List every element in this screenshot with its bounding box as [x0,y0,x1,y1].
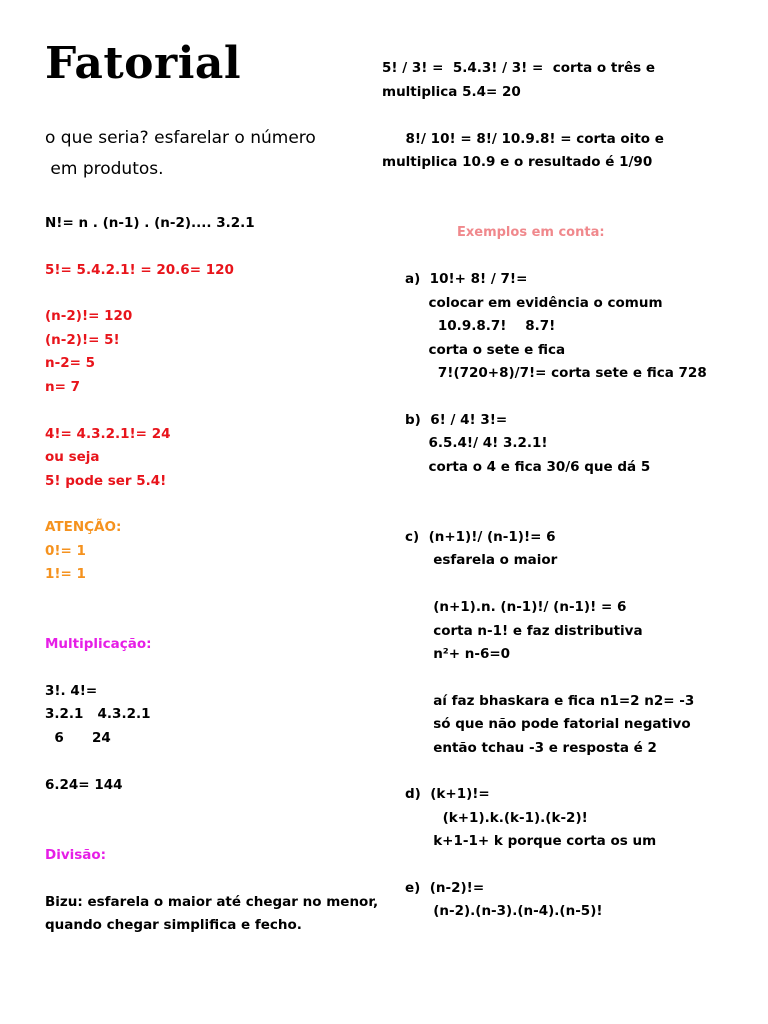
solve-line: (n-2)!= 5! [45,332,120,348]
page-title: Fatorial [45,38,242,89]
example-c-line: corta n-1! e faz distributiva [405,623,643,639]
division-line: quando chegar simplifica e fecho. [45,917,302,933]
solve-line: n= 7 [45,379,81,395]
right-top-line: multiplica 10.9 e o resultado é 1/90 [382,154,653,170]
factorial-formula: N!= n . (n-1) . (n-2).... 3.2.1 [45,215,255,231]
example-a-line: 7!(720+8)/7!= corta sete e fica 728 [405,365,707,381]
example-c-line: só que não pode fatorial negativo [405,716,691,732]
example-four-factorial: ou seja [45,449,100,465]
multiplication-heading: Multiplicação: [45,636,152,652]
attention-line: 0!= 1 [45,543,86,559]
example-d-line: k+1-1+ k porque corta os um [405,833,657,849]
intro-line-2: em produtos. [45,159,164,179]
solve-line: (n-2)!= 120 [45,308,133,324]
attention-heading: ATENÇÃO: [45,519,122,535]
example-a-line: corta o sete e fica [405,342,566,358]
multiplication-line: 6 24 [45,730,111,746]
example-e-line: (n-2).(n-3).(n-4).(n-5)! [405,903,603,919]
example-c-line: esfarela o maior [405,552,558,568]
example-b-line: corta o 4 e fica 30/6 que dá 5 [405,459,651,475]
example-c-line: aí faz bhaskara e fica n1=2 n2= -3 [405,693,695,709]
example-d-line: (k+1).k.(k-1).(k-2)! [405,810,588,826]
multiplication-result: 6.24= 144 [45,777,123,793]
right-top-line: 5! / 3! = 5.4.3! / 3! = corta o três e [382,60,656,76]
example-a-line: colocar em evidência o comum [405,295,663,311]
attention-line: 1!= 1 [45,566,86,582]
example-five-factorial: 5!= 5.4.2.1! = 20.6= 120 [45,262,234,278]
right-top-line: 8!/ 10! = 8!/ 10.9.8! = corta oito e [382,131,664,147]
intro-line-1: o que seria? esfarelar o número [45,128,316,148]
solve-line: n-2= 5 [45,355,96,371]
example-four-factorial: 4!= 4.3.2.1!= 24 [45,426,171,442]
example-b-line: b) 6! / 4! 3!= [405,412,508,428]
division-line: Bizu: esfarela o maior até chegar no menor, [45,894,379,910]
example-a-line: a) 10!+ 8! / 7!= [405,271,528,287]
multiplication-line: 3.2.1 4.3.2.1 [45,706,151,722]
example-c-line: n²+ n-6=0 [405,646,511,662]
example-c-line: c) (n+1)!/ (n-1)!= 6 [405,529,556,545]
example-c-line: então tchau -3 e resposta é 2 [405,740,657,756]
example-a-line: 10.9.8.7! 8.7! [405,318,556,334]
division-heading: Divisão: [45,847,107,863]
multiplication-line: 3!. 4!= [45,683,98,699]
examples-heading: Exemplos em conta: [457,225,605,240]
example-e-line: e) (n-2)!= [405,880,485,896]
example-c-line: (n+1).n. (n-1)!/ (n-1)! = 6 [405,599,627,615]
example-b-line: 6.5.4!/ 4! 3.2.1! [405,435,548,451]
example-four-factorial: 5! pode ser 5.4! [45,473,167,489]
example-d-line: d) (k+1)!= [405,786,490,802]
right-top-line: multiplica 5.4= 20 [382,84,521,100]
